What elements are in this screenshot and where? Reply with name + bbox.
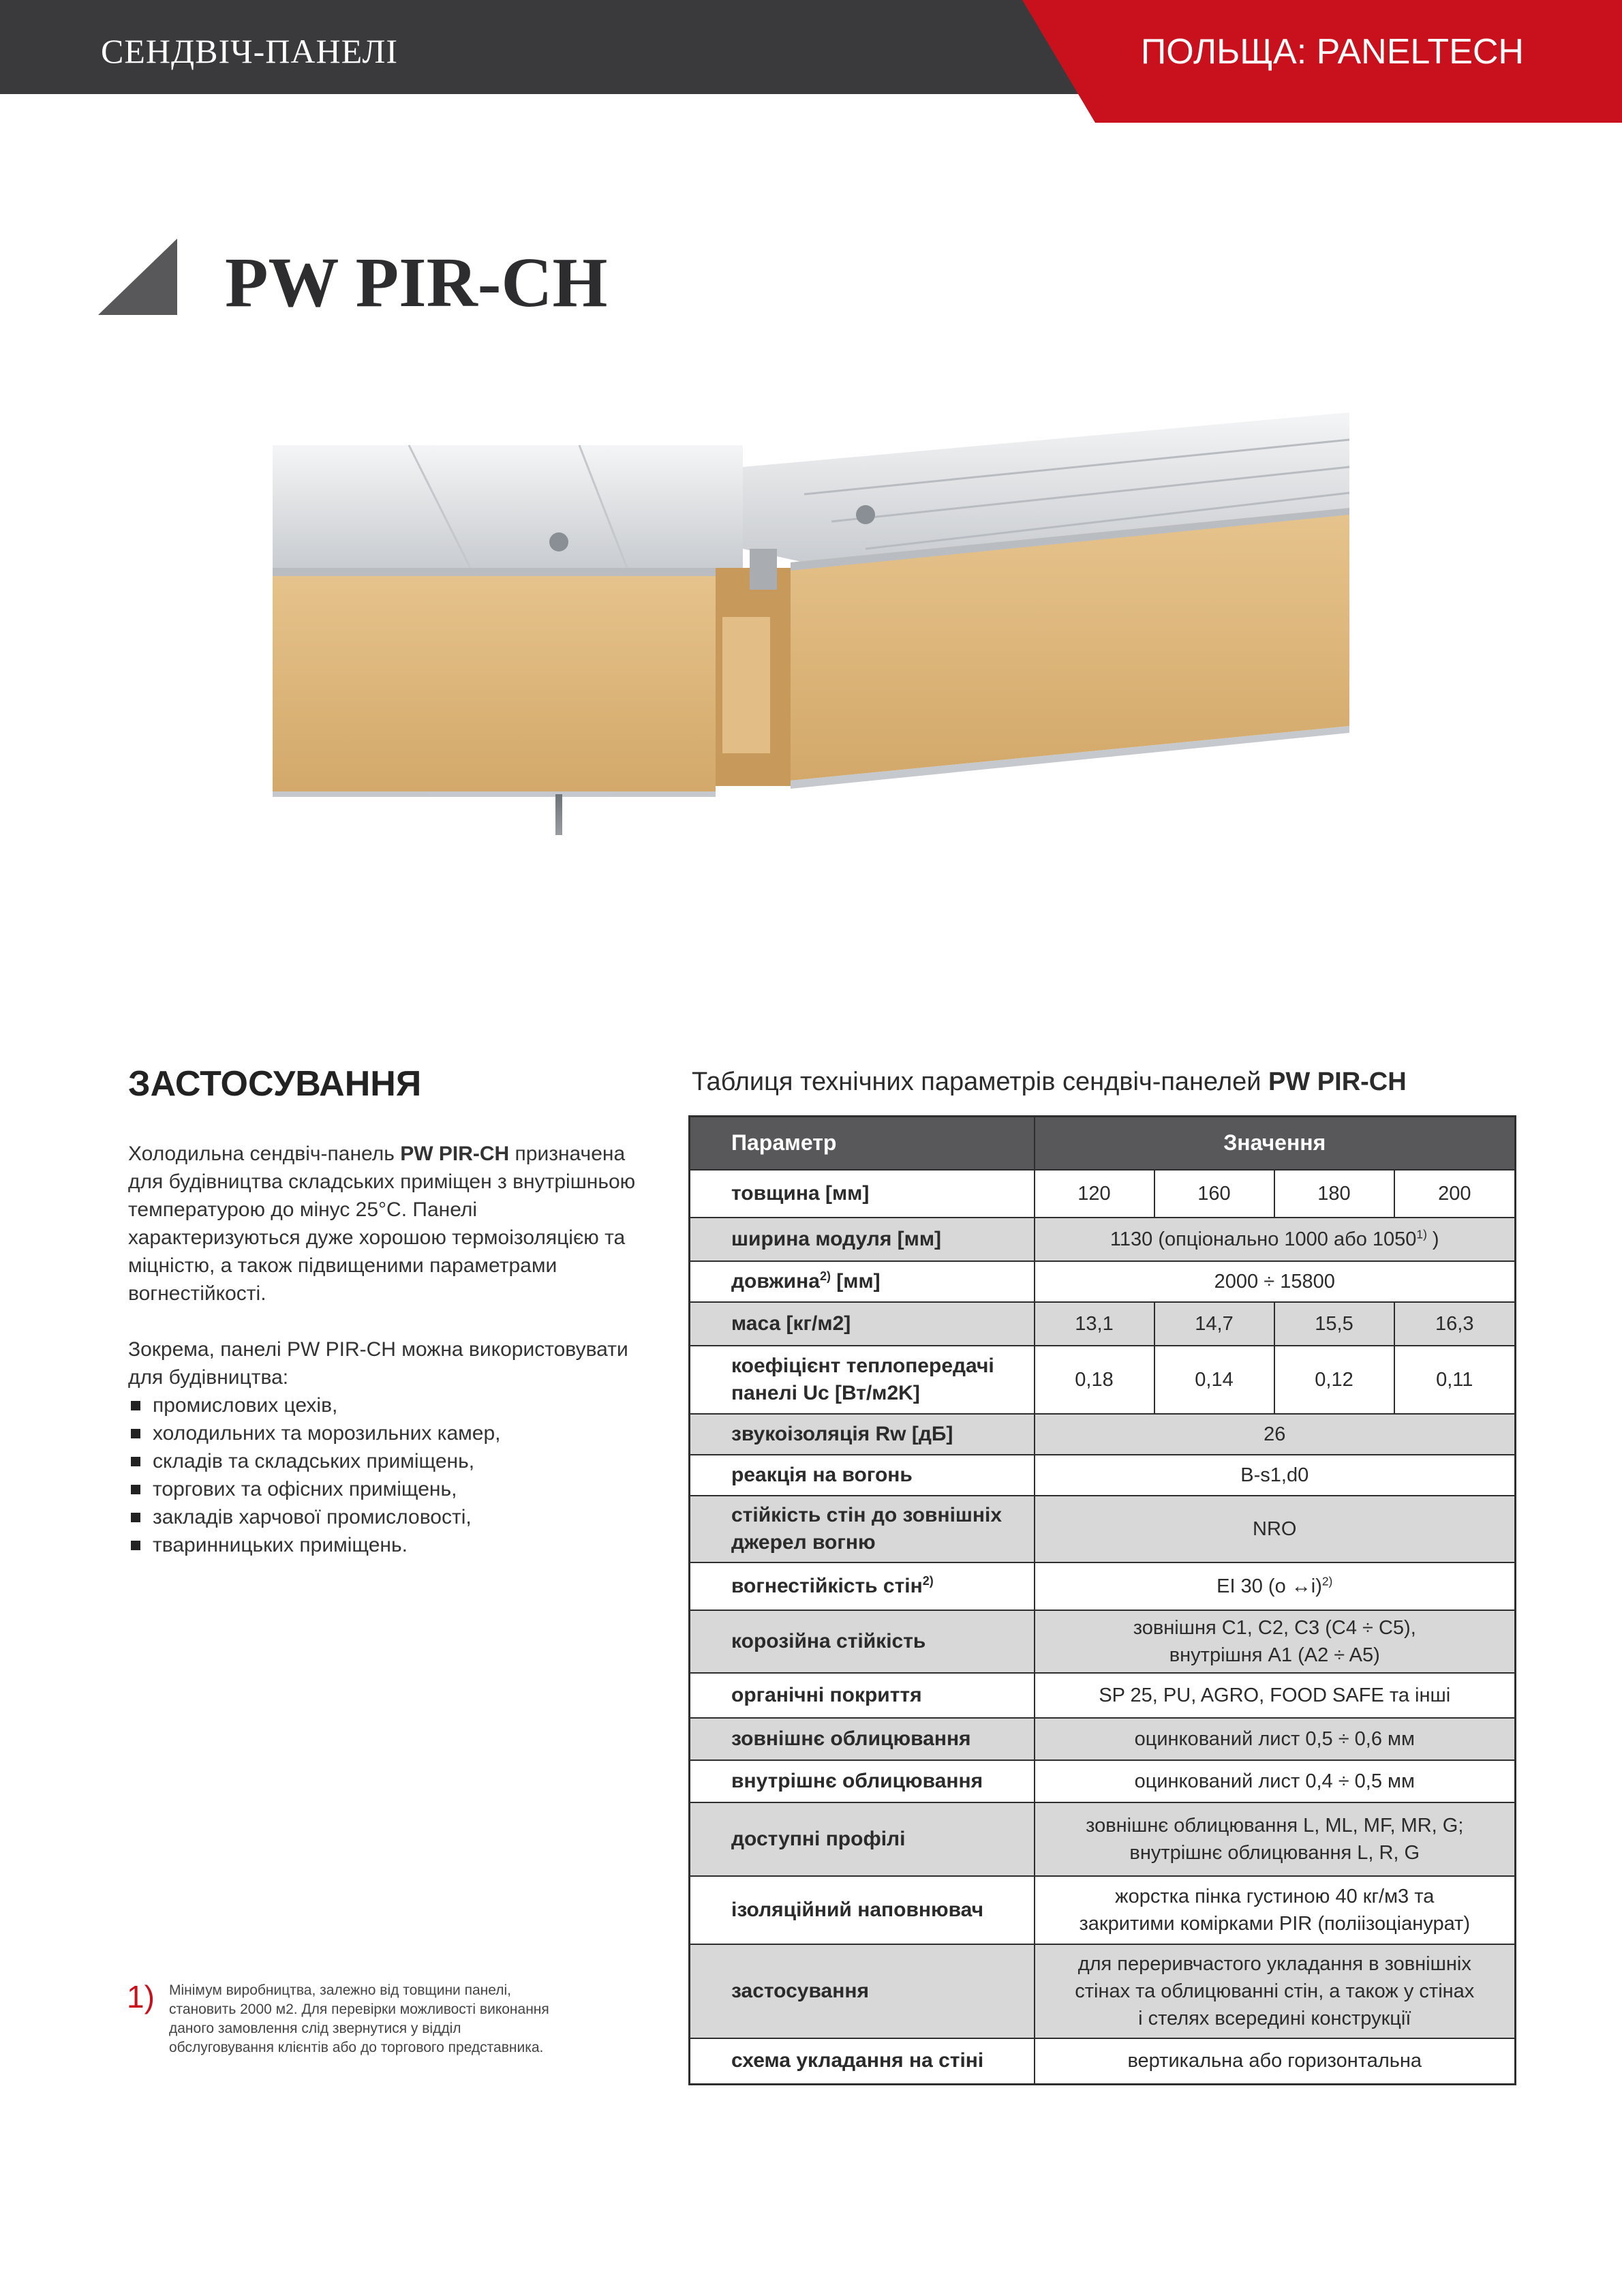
list-item: холодильних та морозильних камер, bbox=[128, 1419, 653, 1447]
table-cell: оцинкований лист 0,4 ÷ 0,5 мм bbox=[1035, 1760, 1516, 1802]
row-label: ізоляційний наповнювач bbox=[690, 1876, 1035, 1944]
table-cell: 0,14 bbox=[1154, 1346, 1274, 1414]
cell-line: і стелях всередині конструкції bbox=[1138, 2007, 1411, 2029]
list-item: складів та складських приміщень, bbox=[128, 1447, 653, 1475]
table-cell: 13,1 bbox=[1035, 1302, 1154, 1346]
row-label: ширина модуля [мм] bbox=[690, 1218, 1035, 1261]
table-cell: 160 bbox=[1154, 1170, 1274, 1218]
table-row bbox=[690, 1496, 1516, 1562]
table-row bbox=[690, 1673, 1516, 1718]
list-item: промислових цехів, bbox=[128, 1391, 653, 1419]
table-header-row bbox=[690, 1117, 1516, 1170]
table-row bbox=[690, 1760, 1516, 1802]
cell-line: стінах та облицюванні стін, а також у стінах bbox=[1075, 1980, 1475, 2002]
list-item: торгових та офісних приміщень, bbox=[128, 1475, 653, 1503]
table-cell bbox=[1035, 1562, 1516, 1610]
table-cell bbox=[1035, 1610, 1516, 1673]
cell-line: зовнішнє облицювання L, ML, MF, MR, G; bbox=[1086, 1814, 1464, 1837]
table-row bbox=[690, 1302, 1516, 1346]
row-label: коефіцієнт теплопередачі панелі Uc [Вт/м2K] bbox=[690, 1346, 1035, 1414]
table-cell: 15,5 bbox=[1274, 1302, 1394, 1346]
row-label: органічні покриття bbox=[690, 1673, 1035, 1718]
table-cell: оцинкований лист 0,5 ÷ 0,6 мм bbox=[1035, 1718, 1516, 1760]
title-triangle-icon bbox=[98, 239, 177, 315]
table-row bbox=[690, 1802, 1516, 1876]
label-text: вогнестійкість стін bbox=[731, 1574, 923, 1597]
row-label: стійкість стін до зовнішніх джерел вогню bbox=[690, 1496, 1035, 1562]
table-row bbox=[690, 1718, 1516, 1760]
cell-line: закритими комірками PIR (поліізоціанурат) bbox=[1079, 1912, 1471, 1935]
list-item: закладів харчової промисловості, bbox=[128, 1503, 653, 1531]
table-cell: 120 bbox=[1035, 1170, 1154, 1218]
table-cell: 16,3 bbox=[1394, 1302, 1516, 1346]
table-cell: B-s1,d0 bbox=[1035, 1455, 1516, 1496]
row-label: реакція на вогонь bbox=[690, 1455, 1035, 1496]
cell-text: 1130 (опціонально 1000 або 1050 bbox=[1110, 1228, 1417, 1250]
footnote-text: Мінімум виробництва, залежно від товщини панелі, становить 2000 м2. Для перевірки можливості виконання даного замовлення слід звернутися у відділ обслуговування клієнтів або до торгового представника. bbox=[169, 1982, 549, 2055]
footnote-mark: 1) bbox=[127, 1979, 155, 2014]
footnote-ref: 2) bbox=[1321, 1573, 1333, 1588]
table-row bbox=[690, 1218, 1516, 1261]
usage-list bbox=[128, 1391, 653, 1559]
row-label bbox=[690, 1562, 1035, 1610]
table-cell: 14,7 bbox=[1154, 1302, 1274, 1346]
row-label: схема укладання на стіні bbox=[690, 2038, 1035, 2085]
list-item: тваринницьких приміщень. bbox=[128, 1531, 653, 1559]
row-label: внутрішнє облицювання bbox=[690, 1760, 1035, 1802]
application-heading: ЗАСТОСУВАННЯ bbox=[128, 1064, 422, 1104]
page-title: PW PIR-CH bbox=[225, 243, 608, 322]
usage-intro: Зокрема, панелі PW PIR-CH можна використовувати для будівництва: bbox=[128, 1338, 628, 1389]
table-row bbox=[690, 1562, 1516, 1610]
table-cell: 2000 ÷ 15800 bbox=[1035, 1261, 1516, 1302]
table-cell: 0,18 bbox=[1035, 1346, 1154, 1414]
label-text: [мм] bbox=[830, 1269, 881, 1293]
row-label: маса [кг/м2] bbox=[690, 1302, 1035, 1346]
cell-line: жорстка пінка густиною 40 кг/м3 та bbox=[1115, 1885, 1435, 1907]
table-row bbox=[690, 1455, 1516, 1496]
row-label bbox=[690, 1261, 1035, 1302]
caption-text: Таблиця технічних параметрів сендвіч-панелей bbox=[692, 1068, 1269, 1096]
application-text bbox=[128, 1140, 653, 1559]
table-cell: NRO bbox=[1035, 1496, 1516, 1562]
table-cell: 0,12 bbox=[1274, 1346, 1394, 1414]
table-cell: 26 bbox=[1035, 1414, 1516, 1455]
table-cell: SP 25, PU, AGRO, FOOD SAFE та інші bbox=[1035, 1673, 1516, 1718]
cell-line: зовнішня C1, C2, C3 (C4 ÷ C5), bbox=[1133, 1616, 1416, 1639]
table-cell: 0,11 bbox=[1394, 1346, 1516, 1414]
spec-table bbox=[688, 1115, 1516, 2085]
panel-illustration bbox=[273, 412, 1349, 931]
row-label: звукоізоляція Rw [дБ] bbox=[690, 1414, 1035, 1455]
row-label: доступні профілі bbox=[690, 1802, 1035, 1876]
table-cell bbox=[1035, 1944, 1516, 2038]
table-row bbox=[690, 1414, 1516, 1455]
row-label: корозійна стійкість bbox=[690, 1610, 1035, 1673]
table-cell: 180 bbox=[1274, 1170, 1394, 1218]
table-row bbox=[690, 1170, 1516, 1218]
table-cell bbox=[1035, 1218, 1516, 1261]
cell-line: внутрішня A1 (A2 ÷ A5) bbox=[1169, 1644, 1380, 1666]
table-cell: 200 bbox=[1394, 1170, 1516, 1218]
table-row bbox=[690, 1610, 1516, 1673]
table-cell bbox=[1035, 1802, 1516, 1876]
col-value-header: Значення bbox=[1035, 1117, 1516, 1170]
cell-text: EI 30 (o ↔i) bbox=[1216, 1575, 1322, 1597]
footnote-ref: 2) bbox=[922, 1573, 934, 1588]
row-label: товщина [мм] bbox=[690, 1170, 1035, 1218]
application-intro bbox=[128, 1140, 653, 1308]
table-cell: вертикальна або горизонтальна bbox=[1035, 2038, 1516, 2085]
intro-text: Холодильна сендвіч-панель bbox=[128, 1143, 401, 1165]
label-text: довжина bbox=[731, 1269, 820, 1293]
footnote-ref: 2) bbox=[819, 1269, 831, 1283]
table-row bbox=[690, 1346, 1516, 1414]
caption-product: PW PIR-CH bbox=[1268, 1068, 1407, 1096]
header-brand: ПОЛЬЩА: PANELTECH bbox=[1140, 32, 1524, 72]
intro-text-rest: призначена для будівництва складських приміщен з внутрішньою температурою до мінус 25°C. Панелі характеризуються дуже хорошою термоізоляцією та міцністю, а також підвищеними параметрами вогнестійкості. bbox=[128, 1143, 636, 1305]
table-row bbox=[690, 2038, 1516, 2085]
table-row bbox=[690, 1876, 1516, 1944]
table-row bbox=[690, 1944, 1516, 2038]
footnote-ref: 1) bbox=[1416, 1226, 1427, 1241]
table-cell bbox=[1035, 1876, 1516, 1944]
col-param-header: Параметр bbox=[690, 1117, 1035, 1170]
table-caption bbox=[692, 1068, 1407, 1097]
row-label: зовнішнє облицювання bbox=[690, 1718, 1035, 1760]
cell-line: внутрішнє облицювання L, R, G bbox=[1129, 1841, 1420, 1864]
row-label: застосування bbox=[690, 1944, 1035, 2038]
cell-text: ) bbox=[1426, 1228, 1439, 1250]
intro-product: PW PIR-CH bbox=[400, 1143, 510, 1165]
cell-line: для переривчастого укладання в зовнішніх bbox=[1077, 1952, 1471, 1975]
table-row bbox=[690, 1261, 1516, 1302]
header-category: СЕНДВІЧ-ПАНЕЛІ bbox=[101, 32, 399, 70]
